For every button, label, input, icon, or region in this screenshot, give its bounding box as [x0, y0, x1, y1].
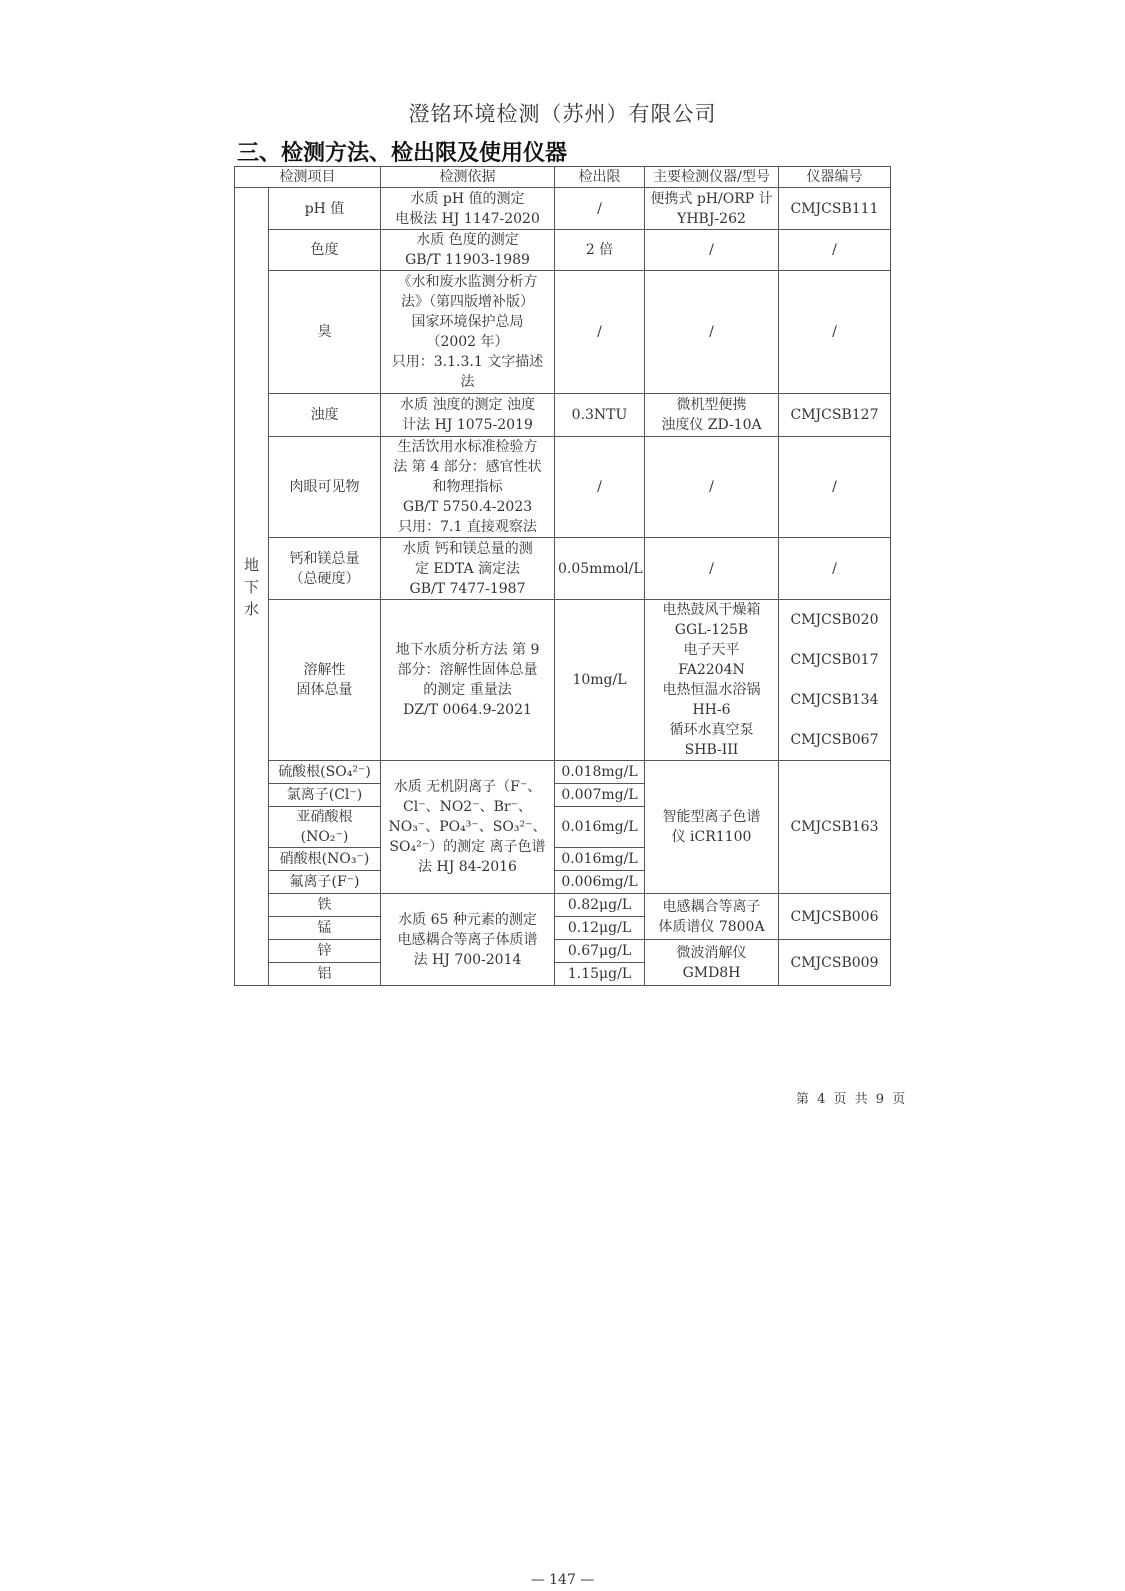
- item-cell: 色度: [269, 230, 381, 271]
- header-instrument-id: 仪器编号: [779, 167, 891, 188]
- limit-cell: 0.016mg/L: [555, 848, 645, 871]
- page-info: 第 4 页 共 9 页: [796, 1092, 908, 1107]
- instrument-model: FA2204N: [678, 662, 745, 678]
- instrument-id: CMJCSB067: [790, 732, 879, 748]
- instrument-list-cell: [645, 600, 779, 761]
- item-cell: 臭: [269, 271, 381, 394]
- page-number: — 147 —: [530, 1572, 595, 1588]
- instrument-cell: /: [645, 271, 779, 394]
- instrument-id-cell: CMJCSB163: [779, 761, 891, 894]
- limit-cell: /: [555, 271, 645, 394]
- table-row: [235, 538, 891, 600]
- instrument-name: 电子天平: [683, 642, 740, 658]
- header-basis: 检测依据: [381, 167, 555, 188]
- item-cell: 铁: [269, 894, 381, 917]
- basis-cell: 水质 无机阴离子（F⁻、 Cl⁻、NO2⁻、Br⁻、 NO₃⁻、PO₄³⁻、SO₃²⁻、 SO₄²⁻）的测定 离子色谱 法 HJ 84-2016: [381, 761, 555, 894]
- basis-cell: 水质 钙和镁总量的测 定 EDTA 滴定法 GB/T 7477-1987: [381, 538, 555, 600]
- instrument-name: 电热恒温水浴锅: [662, 682, 761, 698]
- basis-cell: 《水和废水监测分析方 法》（第四版增补版） 国家环境保护总局 （2002 年） 只用：3.1.3.1 文字描述 法: [381, 271, 555, 394]
- basis-cell: 水质 pH 值的测定 电极法 HJ 1147-2020: [381, 188, 555, 230]
- item-cell: 硝酸根(NO₃⁻): [269, 848, 381, 871]
- instrument-id-cell: /: [779, 437, 891, 538]
- instrument-cell: /: [645, 538, 779, 600]
- instrument-id-cell: CMJCSB127: [779, 394, 891, 437]
- header-limit: 检出限: [555, 167, 645, 188]
- instrument-cell: 微机型便携 浊度仪 ZD-10A: [645, 394, 779, 437]
- instrument-cell: /: [645, 230, 779, 271]
- item-cell: 氯离子(Cl⁻): [269, 784, 381, 807]
- instrument-id-cell: /: [779, 230, 891, 271]
- item-cell: 硫酸根(SO₄²⁻): [269, 761, 381, 784]
- limit-cell: 0.67μg/L: [555, 940, 645, 963]
- instrument-id-cell: /: [779, 538, 891, 600]
- instrument-name: 电热鼓风干燥箱: [662, 602, 761, 618]
- table-row: [235, 188, 891, 230]
- limit-cell: 0.3NTU: [555, 394, 645, 437]
- instrument-cell: 电感耦合等离子 体质谱仪 7800A: [645, 894, 779, 940]
- instrument-model: HH-6: [692, 702, 731, 718]
- limit-cell: 2 倍: [555, 230, 645, 271]
- item-cell: 肉眼可见物: [269, 437, 381, 538]
- basis-cell: 地下水质分析方法 第 9 部分：溶解性固体总量 的测定 重量法 DZ/T 0064.9-2021: [381, 600, 555, 761]
- basis-cell: 水质 浊度的测定 浊度 计法 HJ 1075-2019: [381, 394, 555, 437]
- basis-cell: 水质 色度的测定 GB/T 11903-1989: [381, 230, 555, 271]
- limit-cell: 0.82μg/L: [555, 894, 645, 917]
- item-cell: 钙和镁总量 （总硬度）: [269, 538, 381, 600]
- table-row: [235, 940, 891, 963]
- methods-table: [234, 166, 891, 986]
- item-cell: pH 值: [269, 188, 381, 230]
- instrument-id: CMJCSB017: [790, 652, 879, 668]
- instrument-cell: 便携式 pH/ORP 计 YHBJ-262: [645, 188, 779, 230]
- item-cell: 氟离子(F⁻): [269, 871, 381, 894]
- instrument-id-cell: /: [779, 271, 891, 394]
- limit-cell: 0.016mg/L: [555, 807, 645, 848]
- basis-cell: 水质 65 种元素的测定 电感耦合等离子体质谱 法 HJ 700-2014: [381, 894, 555, 986]
- limit-cell: 0.006mg/L: [555, 871, 645, 894]
- limit-cell: 1.15μg/L: [555, 963, 645, 986]
- instrument-model: SHB-III: [684, 742, 739, 758]
- table-row: [235, 437, 891, 538]
- header-item: 检测项目: [235, 167, 381, 188]
- instrument-id-cell: CMJCSB111: [779, 188, 891, 230]
- instrument-id-cell: CMJCSB006: [779, 894, 891, 940]
- instrument-id-list-cell: [779, 600, 891, 761]
- table-row: [235, 894, 891, 917]
- matrix-cell: 地 下 水: [235, 188, 269, 986]
- item-cell: 浊度: [269, 394, 381, 437]
- company-name: 澄铭环境检测（苏州）有限公司: [408, 102, 717, 126]
- instrument-cell: 智能型离子色谱 仪 iCR1100: [645, 761, 779, 894]
- table-row: [235, 761, 891, 784]
- item-cell: 铝: [269, 963, 381, 986]
- table-row: [235, 394, 891, 437]
- instrument-id: CMJCSB020: [790, 612, 879, 628]
- table-row: [235, 271, 891, 394]
- item-cell: 锰: [269, 917, 381, 940]
- header-instrument: 主要检测仪器/型号: [645, 167, 779, 188]
- section-title: 三、检测方法、检出限及使用仪器: [237, 141, 568, 166]
- table-row: [235, 230, 891, 271]
- instrument-id: CMJCSB134: [790, 692, 879, 708]
- item-cell: 亚硝酸根 (NO₂⁻): [269, 807, 381, 848]
- limit-cell: 0.05mmol/L: [555, 538, 645, 600]
- limit-cell: 0.007mg/L: [555, 784, 645, 807]
- limit-cell: 10mg/L: [555, 600, 645, 761]
- table-header-row: [235, 167, 891, 188]
- item-cell: 锌: [269, 940, 381, 963]
- limit-cell: 0.018mg/L: [555, 761, 645, 784]
- instrument-name: 循环水真空泵: [669, 722, 754, 738]
- instrument-model: GGL-125B: [674, 622, 749, 638]
- limit-cell: /: [555, 188, 645, 230]
- limit-cell: /: [555, 437, 645, 538]
- table-row: [235, 600, 891, 761]
- instrument-cell: 微波消解仪 GMD8H: [645, 940, 779, 986]
- instrument-id-cell: CMJCSB009: [779, 940, 891, 986]
- item-cell: 溶解性 固体总量: [269, 600, 381, 761]
- limit-cell: 0.12μg/L: [555, 917, 645, 940]
- instrument-cell: /: [645, 437, 779, 538]
- basis-cell: 生活饮用水标准检验方 法 第 4 部分：感官性状 和物理指标 GB/T 5750.4-2023 只用：7.1 直接观察法: [381, 437, 555, 538]
